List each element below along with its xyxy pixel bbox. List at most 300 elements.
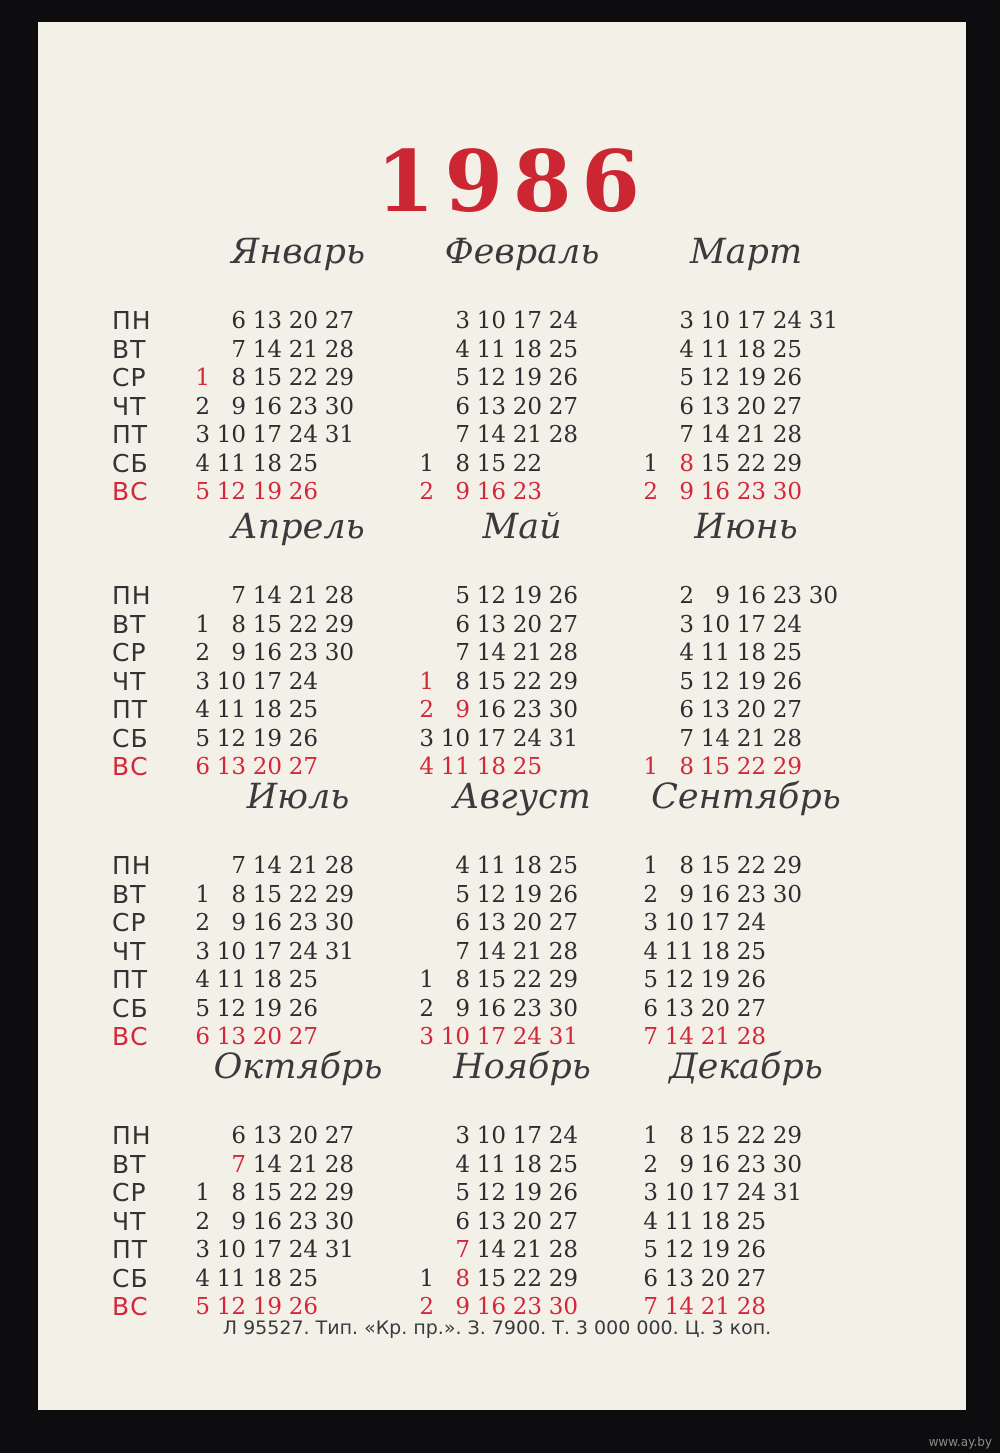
calendar-day: 6: [231, 308, 246, 334]
calendar-day: 9: [231, 640, 246, 666]
calendar-day: 29: [548, 967, 578, 993]
calendar-day: 31: [324, 938, 354, 965]
calendar-day: 8: [679, 853, 694, 879]
weekday-label: ВС: [112, 477, 149, 506]
calendar-day: 29: [324, 611, 354, 638]
calendar-day: 23: [288, 910, 318, 936]
calendar-day: 20: [700, 1265, 730, 1292]
calendar-day: 30: [548, 697, 578, 723]
calendar-day: 25: [548, 853, 578, 879]
calendar-day: 9: [231, 1208, 246, 1235]
calendar-day: 3: [419, 725, 434, 752]
calendar-day: 27: [548, 611, 578, 638]
calendar-day: 18: [252, 967, 282, 993]
calendar-day: 25: [736, 938, 766, 965]
calendar-day: 11: [664, 1208, 694, 1235]
calendar-day: 1: [195, 365, 210, 391]
weekday-label: СБ: [112, 723, 149, 753]
calendar-day: 4: [195, 1265, 210, 1292]
calendar-day: 26: [288, 725, 318, 752]
month-title: Апрель: [231, 507, 365, 547]
calendar-day: 24: [288, 668, 318, 695]
calendar-day: 18: [252, 1265, 282, 1292]
calendar-day: 5: [643, 967, 658, 993]
calendar-day: 7: [455, 938, 470, 965]
calendar-day: 15: [476, 1265, 506, 1292]
calendar-day: 14: [700, 725, 730, 752]
calendar-day: 8: [231, 611, 246, 638]
calendar-day: 22: [288, 881, 318, 908]
calendar-day: 29: [772, 1123, 802, 1149]
calendar-day: 25: [288, 697, 318, 723]
calendar-day: 24: [772, 611, 802, 638]
weekday-label: ПН: [112, 581, 152, 610]
calendar-day: 29: [324, 881, 354, 908]
calendar-day: 2: [679, 583, 694, 609]
calendar-day: 30: [548, 1294, 578, 1320]
calendar-day: 14: [700, 422, 730, 448]
calendar-day: 29: [772, 450, 802, 477]
calendar-day: 7: [455, 422, 470, 448]
calendar-day: 19: [512, 365, 542, 391]
calendar-day: 2: [419, 1294, 434, 1320]
calendar-day: 14: [252, 336, 282, 363]
calendar-day: 27: [548, 1208, 578, 1235]
weekday-label: СБ: [112, 448, 149, 478]
calendar-day: 18: [476, 754, 506, 780]
weekday-label: ЧТ: [112, 666, 147, 696]
calendar-day: 24: [288, 938, 318, 965]
calendar-day: 17: [252, 422, 282, 448]
calendar-day: 23: [288, 1208, 318, 1235]
calendar-day: 19: [252, 479, 282, 505]
calendar-day: 27: [736, 995, 766, 1022]
calendar-day: 5: [195, 479, 210, 505]
calendar-day: 16: [700, 881, 730, 908]
calendar-day: 26: [772, 668, 802, 695]
calendar-day: 20: [736, 697, 766, 723]
calendar-day: 21: [512, 938, 542, 965]
calendar-day: 28: [736, 1294, 766, 1320]
calendar-day: 13: [216, 1024, 246, 1050]
year-title: 1986: [376, 132, 650, 231]
calendar-day: 23: [512, 1294, 542, 1320]
calendar-day: 10: [476, 308, 506, 334]
calendar-day: 16: [476, 479, 506, 505]
calendar-day: 31: [548, 725, 578, 752]
calendar-day: 20: [252, 1024, 282, 1050]
calendar-day: 9: [679, 1151, 694, 1178]
calendar-day: 17: [252, 938, 282, 965]
calendar-day: 10: [216, 422, 246, 448]
calendar-day: 21: [512, 422, 542, 448]
calendar-day: 16: [252, 1208, 282, 1235]
calendar-day: 25: [548, 336, 578, 363]
calendar-day: 4: [455, 853, 470, 879]
weekday-label: СР: [112, 638, 147, 667]
calendar-day: 6: [231, 1123, 246, 1149]
calendar-day: 28: [548, 640, 578, 666]
calendar-day: 4: [643, 938, 658, 965]
calendar-day: 17: [252, 668, 282, 695]
calendar-day: 12: [216, 479, 246, 505]
calendar-day: 4: [195, 697, 210, 723]
calendar-day: 2: [419, 697, 434, 723]
month-title: Май: [482, 507, 562, 547]
calendar-day: 1: [195, 881, 210, 908]
calendar-day: 29: [324, 1180, 354, 1206]
calendar-day: 19: [700, 1237, 730, 1263]
calendar-day: 30: [324, 910, 354, 936]
calendar-day: 10: [440, 725, 470, 752]
calendar-day: 21: [288, 583, 318, 609]
calendar-day: 13: [252, 308, 282, 334]
calendar-day: 11: [216, 1265, 246, 1292]
calendar-day: 22: [512, 668, 542, 695]
calendar-day: 13: [476, 611, 506, 638]
calendar-day: 1: [419, 1265, 434, 1292]
calendar-day: 3: [455, 1123, 470, 1149]
calendar-day: 14: [252, 1151, 282, 1178]
weekday-label: СБ: [112, 993, 149, 1023]
calendar-day: 9: [455, 697, 470, 723]
calendar-day: 10: [476, 1123, 506, 1149]
calendar-day: 9: [679, 881, 694, 908]
calendar-day: 28: [548, 422, 578, 448]
weekday-label: ВТ: [112, 1149, 147, 1179]
calendar-day: 2: [643, 479, 658, 505]
weekday-label: ПН: [112, 851, 152, 880]
calendar-day: 29: [548, 1265, 578, 1292]
calendar-day: 21: [288, 336, 318, 363]
calendar-day: 29: [772, 754, 802, 780]
calendar-day: 5: [455, 365, 470, 391]
calendar-day: 27: [772, 697, 802, 723]
weekday-label: ВТ: [112, 609, 147, 639]
calendar-day: 30: [324, 640, 354, 666]
calendar-day: 18: [736, 640, 766, 666]
calendar-day: 7: [231, 336, 246, 363]
calendar-day: 5: [195, 725, 210, 752]
calendar-day: 13: [700, 393, 730, 420]
calendar-day: 23: [736, 1151, 766, 1178]
calendar-day: 4: [679, 640, 694, 666]
calendar-day: 22: [288, 365, 318, 391]
calendar-day: 15: [476, 450, 506, 477]
calendar-day: 20: [512, 393, 542, 420]
calendar-day: 21: [736, 422, 766, 448]
calendar-day: 18: [700, 1208, 730, 1235]
calendar-day: 25: [548, 1151, 578, 1178]
calendar-day: 23: [772, 583, 802, 609]
calendar-day: 17: [512, 1123, 542, 1149]
calendar-day: 21: [288, 1151, 318, 1178]
calendar-day: 23: [736, 479, 766, 505]
calendar-day: 1: [419, 668, 434, 695]
calendar-day: 28: [324, 336, 354, 363]
calendar-day: 11: [440, 754, 470, 780]
calendar-day: 19: [512, 583, 542, 609]
calendar-day: 19: [252, 1294, 282, 1320]
weekday-label: ПН: [112, 1121, 152, 1150]
calendar-day: 10: [216, 938, 246, 965]
weekday-label: ПТ: [112, 965, 149, 994]
calendar-day: 26: [548, 881, 578, 908]
calendar-day: 17: [252, 1237, 282, 1263]
calendar-day: 26: [736, 1237, 766, 1263]
calendar-day: 25: [772, 640, 802, 666]
calendar-day: 25: [288, 450, 318, 477]
calendar-day: 8: [455, 668, 470, 695]
calendar-day: 31: [772, 1180, 802, 1206]
calendar-day: 8: [455, 967, 470, 993]
calendar-day: 7: [231, 1151, 246, 1178]
calendar-day: 6: [455, 1208, 470, 1235]
calendar-day: 1: [643, 1123, 658, 1149]
calendar-day: 17: [736, 308, 766, 334]
calendar-day: 12: [216, 995, 246, 1022]
calendar-day: 19: [512, 881, 542, 908]
calendar-day: 11: [476, 1151, 506, 1178]
calendar-day: 18: [700, 938, 730, 965]
calendar-day: 7: [231, 853, 246, 879]
calendar-day: 10: [700, 308, 730, 334]
calendar-day: 24: [548, 1123, 578, 1149]
calendar-day: 5: [455, 881, 470, 908]
calendar-day: 12: [700, 365, 730, 391]
calendar-day: 24: [512, 1024, 542, 1050]
watermark: www.ay.by: [928, 1435, 992, 1449]
calendar-day: 22: [736, 450, 766, 477]
calendar-day: 30: [772, 881, 802, 908]
calendar-day: 5: [195, 1294, 210, 1320]
print-imprint: Л 95527. Тип. «Кр. пр.». З. 7900. Т. 3 000 000. Ц. 3 коп.: [222, 1317, 772, 1339]
month-title: Декабрь: [669, 1047, 823, 1087]
calendar-day: 4: [195, 967, 210, 993]
calendar-day: 28: [772, 422, 802, 448]
calendar-day: 21: [288, 853, 318, 879]
calendar-day: 31: [808, 308, 838, 334]
calendar-day: 2: [419, 479, 434, 505]
calendar-day: 8: [231, 365, 246, 391]
calendar-day: 3: [195, 422, 210, 448]
calendar-day: 28: [324, 853, 354, 879]
weekday-label: ВТ: [112, 334, 147, 364]
calendar-day: 3: [643, 910, 658, 936]
calendar-day: 27: [548, 393, 578, 420]
calendar-day: 8: [679, 1123, 694, 1149]
calendar-day: 31: [324, 422, 354, 448]
calendar-day: 28: [324, 1151, 354, 1178]
calendar-day: 12: [664, 1237, 694, 1263]
calendar-day: 19: [252, 995, 282, 1022]
calendar-day: 8: [231, 881, 246, 908]
calendar-day: 7: [643, 1294, 658, 1320]
calendar-day: 10: [440, 1024, 470, 1050]
calendar-day: 12: [216, 725, 246, 752]
calendar-day: 20: [252, 754, 282, 780]
calendar-day: 6: [679, 393, 694, 420]
calendar-day: 20: [700, 995, 730, 1022]
calendar-day: 3: [679, 611, 694, 638]
weekday-label: СБ: [112, 1263, 149, 1293]
calendar-day: 31: [548, 1024, 578, 1050]
calendar-day: 17: [736, 611, 766, 638]
calendar-day: 23: [512, 697, 542, 723]
calendar-day: 15: [252, 365, 282, 391]
calendar-day: 20: [512, 611, 542, 638]
calendar-day: 13: [476, 1208, 506, 1235]
calendar-day: 20: [288, 1123, 318, 1149]
calendar-day: 11: [700, 640, 730, 666]
calendar-day: 22: [736, 1123, 766, 1149]
calendar-day: 23: [512, 995, 542, 1022]
calendar-day: 12: [664, 967, 694, 993]
month-title: Август: [453, 777, 591, 817]
calendar-day: 12: [216, 1294, 246, 1320]
calendar-day: 17: [476, 1024, 506, 1050]
calendar-day: 16: [700, 1151, 730, 1178]
calendar-day: 16: [476, 995, 506, 1022]
calendar-day: 22: [512, 450, 542, 477]
calendar-day: 30: [548, 995, 578, 1022]
calendar-day: 28: [736, 1024, 766, 1050]
calendar-day: 21: [700, 1294, 730, 1320]
calendar-day: 18: [512, 1151, 542, 1178]
weekday-label: ПТ: [112, 420, 149, 449]
calendar-day: 6: [643, 995, 658, 1022]
calendar-day: 1: [643, 853, 658, 879]
calendar-day: 26: [288, 995, 318, 1022]
calendar-day: 11: [664, 938, 694, 965]
calendar-day: 9: [455, 1294, 470, 1320]
calendar-day: 28: [548, 938, 578, 965]
month-title: Октябрь: [213, 1047, 383, 1087]
weekday-label: ВТ: [112, 879, 147, 909]
calendar-day: 13: [252, 1123, 282, 1149]
calendar-day: 22: [288, 611, 318, 638]
calendar-day: 21: [512, 1237, 542, 1263]
calendar-day: 23: [288, 640, 318, 666]
weekday-label: СР: [112, 908, 147, 937]
calendar-day: 7: [679, 422, 694, 448]
weekday-label: ПТ: [112, 695, 149, 724]
calendar-day: 14: [476, 938, 506, 965]
calendar-day: 3: [195, 1237, 210, 1263]
calendar-day: 9: [455, 479, 470, 505]
calendar-day: 11: [216, 967, 246, 993]
calendar-day: 12: [476, 1180, 506, 1206]
calendar-day: 28: [772, 725, 802, 752]
calendar-day: 2: [643, 1151, 658, 1178]
month-title: Ноябрь: [453, 1047, 591, 1087]
calendar-day: 24: [548, 308, 578, 334]
calendar-day: 3: [195, 938, 210, 965]
calendar-day: 27: [772, 393, 802, 420]
calendar-day: 10: [700, 611, 730, 638]
calendar-day: 26: [548, 1180, 578, 1206]
calendar-day: 2: [643, 881, 658, 908]
calendar-day: 14: [252, 853, 282, 879]
calendar-day: 19: [700, 967, 730, 993]
calendar-day: 16: [252, 640, 282, 666]
calendar-day: 31: [324, 1237, 354, 1263]
calendar-day: 5: [679, 365, 694, 391]
calendar-day: 16: [476, 697, 506, 723]
calendar-day: 15: [700, 1123, 730, 1149]
calendar-day: 4: [419, 754, 434, 780]
weekday-label: СР: [112, 363, 147, 392]
calendar-day: 14: [252, 583, 282, 609]
calendar-day: 6: [643, 1265, 658, 1292]
month-title: Июль: [246, 777, 350, 817]
calendar-day: 13: [664, 995, 694, 1022]
calendar-day: 8: [231, 1180, 246, 1206]
calendar-day: 22: [512, 1265, 542, 1292]
calendar-card: [38, 22, 966, 1410]
calendar-day: 4: [679, 336, 694, 363]
calendar-day: 20: [512, 910, 542, 936]
calendar-day: 2: [195, 910, 210, 936]
calendar-day: 30: [772, 479, 802, 505]
calendar-day: 19: [512, 1180, 542, 1206]
calendar-day: 29: [324, 365, 354, 391]
calendar-day: 26: [288, 1294, 318, 1320]
calendar-day: 10: [664, 910, 694, 936]
calendar-day: 5: [455, 1180, 470, 1206]
calendar-day: 13: [476, 910, 506, 936]
calendar-day: 15: [700, 754, 730, 780]
calendar-day: 4: [455, 336, 470, 363]
calendar-day: 2: [195, 393, 210, 420]
calendar-day: 15: [700, 853, 730, 879]
calendar-day: 13: [664, 1265, 694, 1292]
calendar-day: 18: [252, 450, 282, 477]
month-title: Февраль: [444, 232, 600, 272]
calendar-day: 7: [455, 640, 470, 666]
calendar-day: 17: [700, 1180, 730, 1206]
calendar-day: 11: [700, 336, 730, 363]
calendar-day: 27: [736, 1265, 766, 1292]
calendar-day: 1: [195, 611, 210, 638]
calendar-day: 23: [288, 393, 318, 420]
calendar-day: 15: [476, 668, 506, 695]
calendar-day: 25: [288, 1265, 318, 1292]
calendar-day: 1: [643, 450, 658, 477]
calendar-day: 21: [736, 725, 766, 752]
calendar-day: 28: [324, 583, 354, 609]
calendar-day: 11: [216, 697, 246, 723]
calendar-day: 24: [288, 1237, 318, 1263]
calendar-day: 27: [288, 1024, 318, 1050]
calendar-day: 4: [455, 1151, 470, 1178]
calendar-day: 24: [512, 725, 542, 752]
weekday-label: ЧТ: [112, 936, 147, 966]
calendar-day: 1: [195, 1180, 210, 1206]
calendar-day: 15: [476, 967, 506, 993]
calendar-day: 15: [252, 1180, 282, 1206]
weekday-label: ВС: [112, 1022, 149, 1051]
weekday-label: ЧТ: [112, 1206, 147, 1236]
calendar-day: 6: [455, 393, 470, 420]
weekday-label: ЧТ: [112, 391, 147, 421]
calendar-day: 6: [195, 1024, 210, 1050]
calendar-day: 29: [772, 853, 802, 879]
calendar-day: 21: [512, 640, 542, 666]
calendar-day: 14: [664, 1294, 694, 1320]
calendar-day: 19: [252, 725, 282, 752]
calendar-day: 18: [512, 336, 542, 363]
